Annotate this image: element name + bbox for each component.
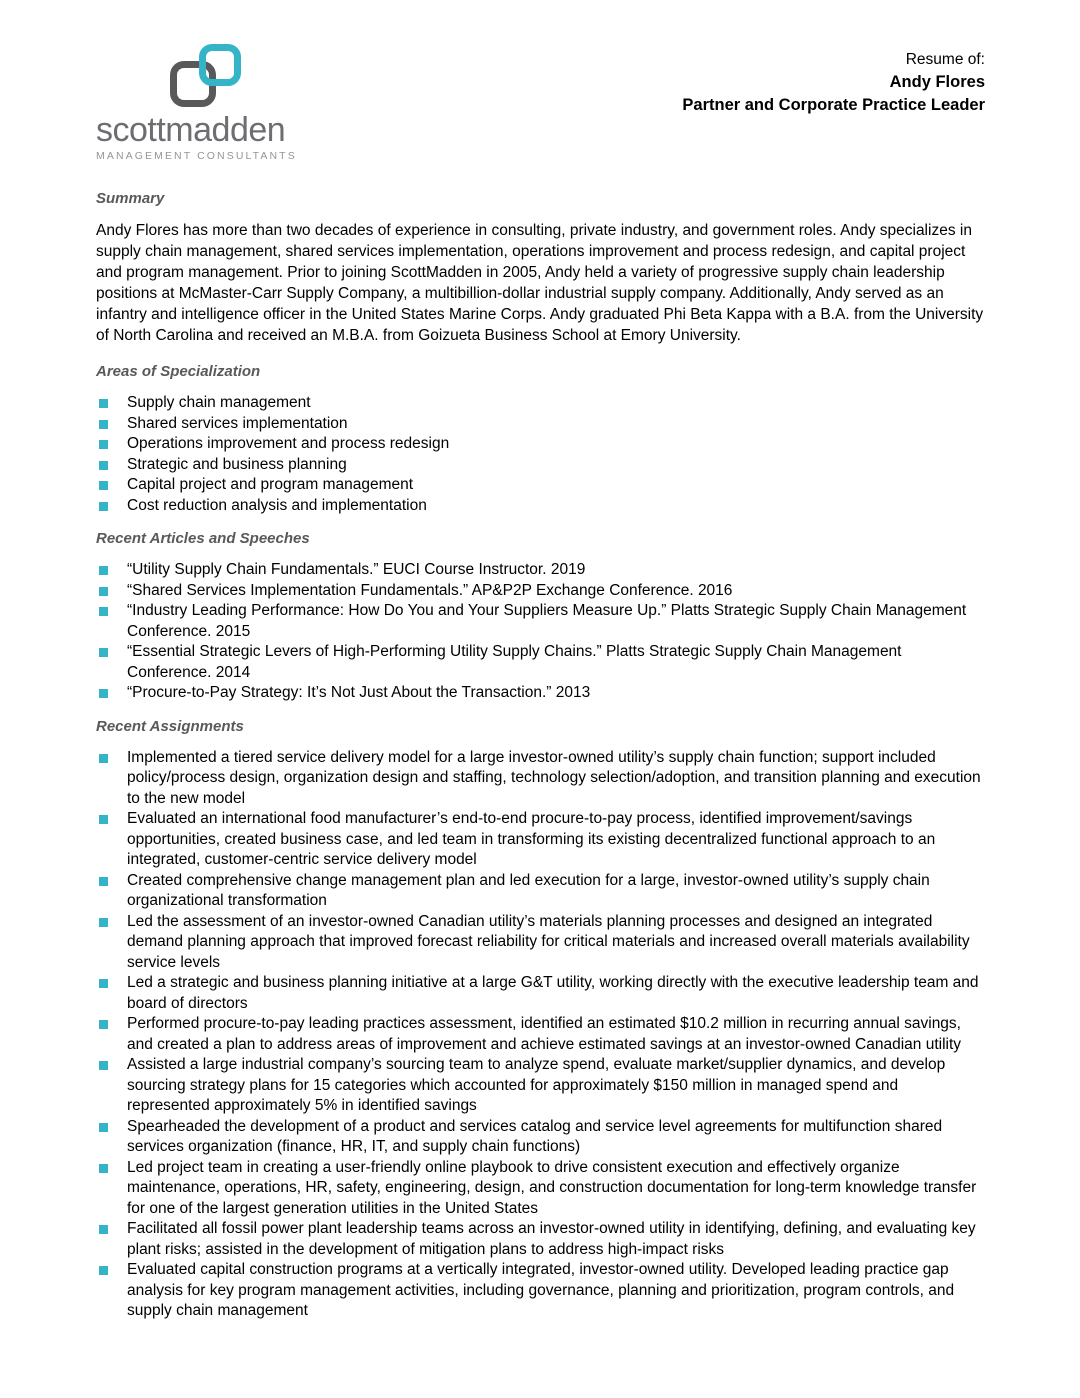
list-item [96,1055,985,1117]
recent-assignments-heading: Recent Assignments [96,717,244,735]
bullet-square-icon [99,1123,108,1132]
list-item [96,455,985,476]
recent-articles-heading: Recent Articles and Speeches [96,530,310,547]
bullet-square-icon [99,754,108,763]
bullet-square-icon [99,399,108,408]
bullet-square-icon [99,918,108,927]
list-item [96,683,985,704]
list-item [96,748,985,810]
summary-heading: Summary [96,190,165,207]
logo-interlocked-squares-icon [170,44,290,110]
bullet-square-icon [99,440,108,449]
list-item-text: Operations improvement and process redesign [127,435,450,452]
articles-list [96,560,985,704]
list-item [96,475,985,496]
list-item-text: Shared services implementation [127,414,348,432]
bullet-square-icon [99,461,108,470]
bullet-square-icon [99,607,108,616]
list-item-text: Led a strategic and business planning initiative at a large G&T utility, working directly with the executive leadership team and board of directors [127,974,979,1012]
list-item-text: Created comprehensive change management plan and led execution for a large, investor-owned utility’s supply chain organizational transformation [127,871,930,909]
section-recent-articles [96,530,985,704]
list-item [96,973,985,1014]
person-name: Andy Flores [889,73,985,91]
resume-header-block [682,44,985,117]
summary-paragraph: Andy Flores has more than two decades of experience in consulting, private industry, and government roles. Andy specializes in supply chain management, shared services implementation, operations improvement and process redesign, and capital project and program management. Prior to joining ScottMadden in 2005, Andy held a variety of progressive supply chain leadership positions at McMaster-Carr Supply Company, a multibillion-dollar industrial supply company. Additionally, Andy served as an infantry and intelligence officer in the United States Marine Corps. Andy graduated Phi Beta Kappa with a B.A. from the University of North Carolina and received an M.B.A. from Goizueta Business School at Emory University. [96,222,984,344]
list-item [96,393,985,414]
logo-teal-square-icon [199,44,241,86]
page-header [96,44,985,162]
list-item-text: Evaluated an international food manufacturer’s end-to-end procure-to-pay process, identified improvement/savings opportunities, created business case, and led team in transforming its existing decentralized functional approach to an integrated, customer-centric service delivery model [127,810,936,868]
list-item [96,1219,985,1260]
bullet-square-icon [99,1164,108,1173]
bullet-square-icon [99,1266,108,1275]
list-item-text: Performed procure-to-pay leading practices assessment, identified an estimated $10.2 million in recurring annual savings, and created a plan to address areas of improvement and achieve estimated savings at an investor-owned Canadian utility [127,1015,962,1053]
bullet-square-icon [99,587,108,596]
bullet-square-icon [99,502,108,511]
list-item-text: “Essential Strategic Levers of High-Performing Utility Supply Chains.” Platts Strategic Supply Chain Management Conference. 2014 [127,643,902,681]
logo-tagline: MANAGEMENT CONSULTANTS [96,150,297,162]
scottmadden-logo [96,44,297,162]
list-item [96,1260,985,1322]
list-item-text: Facilitated all fossil power plant leadership teams across an investor-owned utility in identifying, defining, and evaluating key plant risks; assisted in the development of mitigation plans to address high-impact risks [127,1220,976,1258]
list-item-text: Strategic and business planning [127,455,347,473]
bullet-square-icon [99,689,108,698]
list-item [96,871,985,912]
section-summary [96,190,985,346]
list-item-text: Implemented a tiered service delivery model for a large investor-owned utility’s supply chain function; support included policy/process design, organization design and staffing, technology selection/adoption, and transition planning and execution to the new model [127,748,981,807]
list-item-text: Spearheaded the development of a product and services catalog and service level agreements for multifunction shared services organization (finance, HR, IT, and supply chain functions) [127,1117,943,1155]
list-item-text: Evaluated capital construction programs at a vertically integrated, investor-owned utility. Developed leading practice gap analysis for key program management activities, including governance, planning and prioritization, program controls, and supply chain management [127,1261,955,1319]
list-item [96,1158,985,1220]
list-item [96,560,985,581]
section-areas-of-specialization [96,363,985,516]
list-item-text: Assisted a large industrial company’s sourcing team to analyze spend, evaluate market/supplier dynamics, and develop sourcing strategy plans for 15 categories which accounted for approximately $150 million in managed spend and represented approximately 5% in identified savings [127,1056,946,1114]
bullet-square-icon [99,1061,108,1070]
list-item-text: Capital project and program management [127,476,414,493]
list-item-text: “Industry Leading Performance: How Do You and Your Suppliers Measure Up.” Platts Strategic Supply Chain Management Conference. 2015 [127,602,967,640]
list-item [96,912,985,974]
list-item [96,1014,985,1055]
bullet-square-icon [99,420,108,429]
list-item [96,642,985,683]
bullet-square-icon [99,815,108,824]
bullet-square-icon [99,648,108,657]
list-item [96,1117,985,1158]
list-item-text: Supply chain management [127,394,311,411]
section-recent-assignments [96,718,985,1322]
list-item [96,809,985,871]
bullet-square-icon [99,877,108,886]
list-item [96,414,985,435]
list-item [96,601,985,642]
list-item [96,434,985,455]
assignments-list [96,748,985,1322]
list-item-text: “Utility Supply Chain Fundamentals.” EUCI Course Instructor. 2019 [127,561,586,578]
list-item-text: Led project team in creating a user-friendly online playbook to drive consistent execution and effectively organize maintenance, operations, HR, safety, engineering, design, and construction documentation for long-term knowledge transfer for one of the largest generation utilities in the United States [127,1158,977,1217]
logo-wordmark: scottmadden [96,111,286,149]
list-item-text: Led the assessment of an investor-owned Canadian utility’s materials planning processes and designed an integrated demand planning approach that improved forecast reliability for critical materials and increased overall materials availability service levels [127,912,970,971]
list-item-text: “Procure-to-Pay Strategy: It’s Not Just About the Transaction.” 2013 [127,684,591,701]
specialization-list [96,393,985,516]
person-title: Partner and Corporate Practice Leader [682,96,985,114]
list-item-text: “Shared Services Implementation Fundamentals.” AP&P2P Exchange Conference. 2016 [127,581,733,599]
bullet-square-icon [99,481,108,490]
list-item [96,581,985,602]
list-item-text: Cost reduction analysis and implementation [127,496,427,514]
bullet-square-icon [99,566,108,575]
bullet-square-icon [99,1225,108,1234]
list-item [96,496,985,517]
bullet-square-icon [99,979,108,988]
resume-of-label: Resume of: [905,51,985,68]
bullet-square-icon [99,1020,108,1029]
areas-of-specialization-heading: Areas of Specialization [96,363,261,380]
